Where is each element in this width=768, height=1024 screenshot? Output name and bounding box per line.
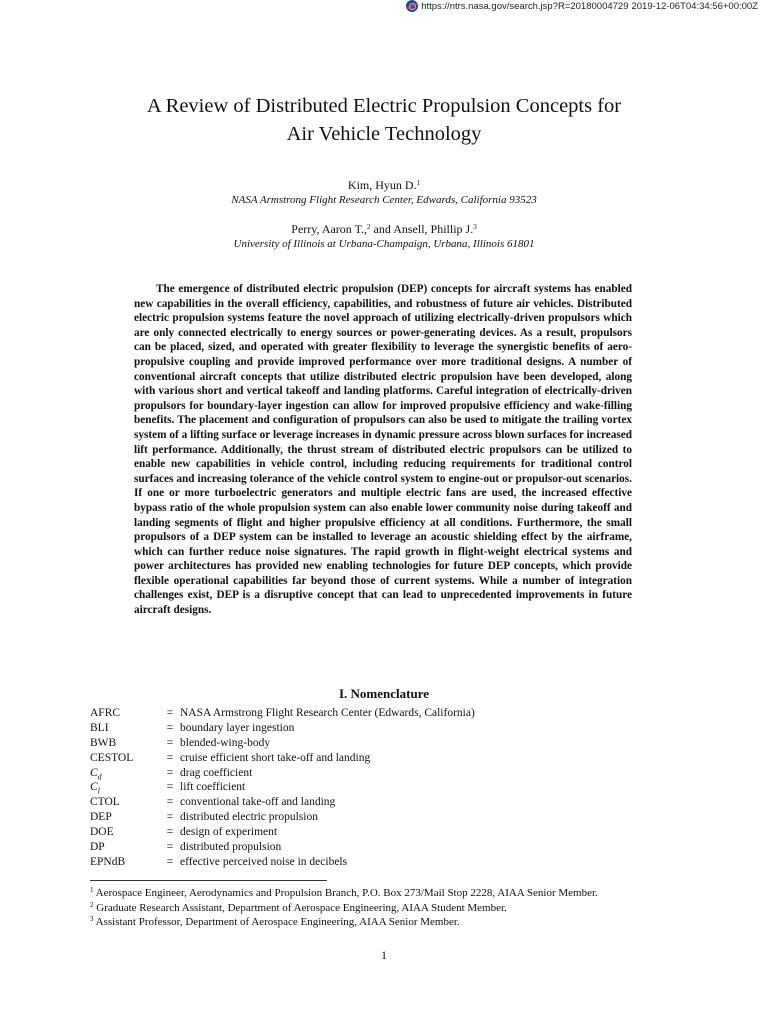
nomenclature-equals: = <box>166 826 174 839</box>
author-2-names: Perry, Aaron T., <box>291 222 368 236</box>
nomenclature-definition: drag coefficient <box>180 766 253 779</box>
footnote-divider <box>90 880 327 881</box>
nomenclature-definition: blended-wing-body <box>180 736 271 749</box>
author-1-footnote-mark: 1 <box>416 179 421 187</box>
nomenclature-row <box>90 706 690 721</box>
footnote-mark: 2 <box>90 900 94 909</box>
abstract: The emergence of distributed electric propulsion (DEP) concepts for aircraft systems has enabled new capabilities in the overall efficiency, capabilities, and robustness of future air vehicles. Distributed electric propulsion systems feature the novel approach of utilizing electrically-driven propulsors which are only connected electrically to energy sources or power-generating devices. As a result, propulsors can be placed, sized, and operated with greater flexibility to leverage the synergistic benefits of aero-propulsive coupling and provide improved performance over more traditional designs. A number of conventional aircraft concepts that utilize distributed electric propulsion have been developed, along with various short and vertical takeoff and landing platforms. Careful integration of electrically-driven propulsors for boundary-layer ingestion can allow for improved propulsive efficiency and wake-filling benefits. The placement and configuration of propulsors can also be used to mitigate the trailing vortex system of a lifting surface or leverage increases in dynamic pressure across blown surfaces for increased lift performance. Additionally, the thrust stream of distributed electric propulsors can be utilized to enable new capabilities in vehicle control, including reducing requirements for traditional control surfaces and increasing tolerance of the vehicle control system to engine-out or propulsor-out scenarios. If one or more turboelectric generators and multiple electric fans are used, the increased effective bypass ratio of the whole propulsion system can also enable lower community noise during takeoff and landing segments of flight and higher propulsive efficiency at all conditions. Furthermore, the small propulsors of a DEP system can be installed to leverage an acoustic shielding effect by the airframe, which can further reduce noise signatures. The rapid growth in flight-weight electrical systems and power architectures has provided new enabling technologies for future DEP concepts, which provide flexible operational capabilities far beyond those of current systems. While a number of integration challenges exist, DEP is a disruptive concept that can lead to unprecedented improvements in future aircraft designs. <box>134 283 632 617</box>
nomenclature-definition: boundary layer ingestion <box>180 721 295 734</box>
author-3-footnote-mark: 3 <box>473 223 477 231</box>
footnote-text: Aerospace Engineer, Aerodynamics and Propulsion Branch, P.O. Box 273/Mail Stop 2228, AIAA Senior Member. <box>93 887 598 899</box>
term-main: C <box>90 766 98 779</box>
nasa-meatball-icon <box>406 0 418 12</box>
nomenclature-term: DP <box>90 841 105 854</box>
nomenclature-definition: lift coefficient <box>180 781 246 794</box>
footnotes <box>90 886 730 930</box>
nomenclature-heading: I. Nomenclature <box>338 686 430 701</box>
nomenclature-row <box>90 766 690 781</box>
document-header <box>406 0 758 12</box>
nomenclature-equals: = <box>166 841 174 854</box>
nomenclature-term: BLI <box>90 721 109 734</box>
nomenclature-definition: effective perceived noise in decibels <box>180 855 348 868</box>
nomenclature-equals: = <box>166 811 174 824</box>
nomenclature-row <box>90 751 690 766</box>
nomenclature-row <box>90 810 690 825</box>
nomenclature-row <box>90 825 690 840</box>
footnote-mark: 3 <box>90 915 94 924</box>
nomenclature-definition: distributed propulsion <box>180 841 282 854</box>
footnote <box>90 901 730 916</box>
nomenclature-equals: = <box>166 751 174 764</box>
author-2 <box>60 222 708 236</box>
header-timestamp: 2019-12-06T04:34:56+00:00Z <box>631 0 758 12</box>
nomenclature-term: CTOL <box>90 796 120 809</box>
footnote-mark: 1 <box>90 886 94 894</box>
nomenclature-equals: = <box>166 736 174 749</box>
affiliation-2: University of Illinois at Urbana-Champaign, Urbana, Illinois 61801 <box>233 238 535 250</box>
term-subscript: d <box>97 771 102 781</box>
footnote <box>90 886 730 901</box>
nomenclature-equals: = <box>166 707 174 719</box>
nomenclature-term <box>90 780 160 795</box>
author-2-footnote-mark: 2 <box>367 223 371 231</box>
nomenclature-term: CESTOL <box>90 751 134 764</box>
nomenclature-row <box>90 795 690 810</box>
nomenclature-equals: = <box>166 781 174 794</box>
nomenclature-row <box>90 780 690 795</box>
nomenclature-term <box>90 766 160 781</box>
author-1-names: Kim, Hyun D. <box>347 178 417 192</box>
nomenclature-equals: = <box>166 721 174 734</box>
nomenclature-definition: NASA Armstrong Flight Research Center (Edwards, California) <box>180 707 475 719</box>
footnote <box>90 915 730 930</box>
nomenclature-definition: conventional take-off and landing <box>180 796 336 809</box>
affiliation-1: NASA Armstrong Flight Research Center, Edwards, California 93523 <box>231 194 537 206</box>
nomenclature-list <box>90 706 690 870</box>
nomenclature-row <box>90 855 690 870</box>
nomenclature-term: EPNdB <box>90 855 126 868</box>
nomenclature-row <box>90 736 690 751</box>
nomenclature-definition: design of experiment <box>180 826 278 839</box>
term-subscript: l <box>97 786 100 796</box>
nomenclature-term: BWB <box>90 736 117 749</box>
nomenclature-definition: distributed electric propulsion <box>180 811 318 824</box>
header-url[interactable]: https://ntrs.nasa.gov/search.jsp?R=20180004729 <box>421 0 629 12</box>
nomenclature-definition: cruise efficient short take-off and landing <box>180 751 371 764</box>
nomenclature-row <box>90 840 690 855</box>
paper-title <box>60 92 708 148</box>
term-main: C <box>90 781 98 794</box>
title-line-2: Air Vehicle Technology <box>286 123 482 145</box>
nomenclature-term: DOE <box>90 826 114 839</box>
page-number: 1 <box>381 948 387 962</box>
nomenclature-equals: = <box>166 766 174 779</box>
author-1 <box>60 178 708 192</box>
title-line-1: A Review of Distributed Electric Propulsion Concepts for <box>146 95 622 117</box>
nomenclature-term: DEP <box>90 811 112 824</box>
nomenclature-equals: = <box>166 855 174 868</box>
author-3-names: and Ansell, Phillip J. <box>370 222 474 236</box>
nomenclature-row <box>90 721 690 736</box>
nomenclature-term: AFRC <box>90 707 121 719</box>
footnote-text: Graduate Research Assistant, Department of Aerospace Engineering, AIAA Student Member. <box>93 901 507 914</box>
nomenclature-equals: = <box>166 796 174 809</box>
footnote-text: Assistant Professor, Department of Aerospace Engineering, AIAA Senior Member. <box>93 916 460 929</box>
